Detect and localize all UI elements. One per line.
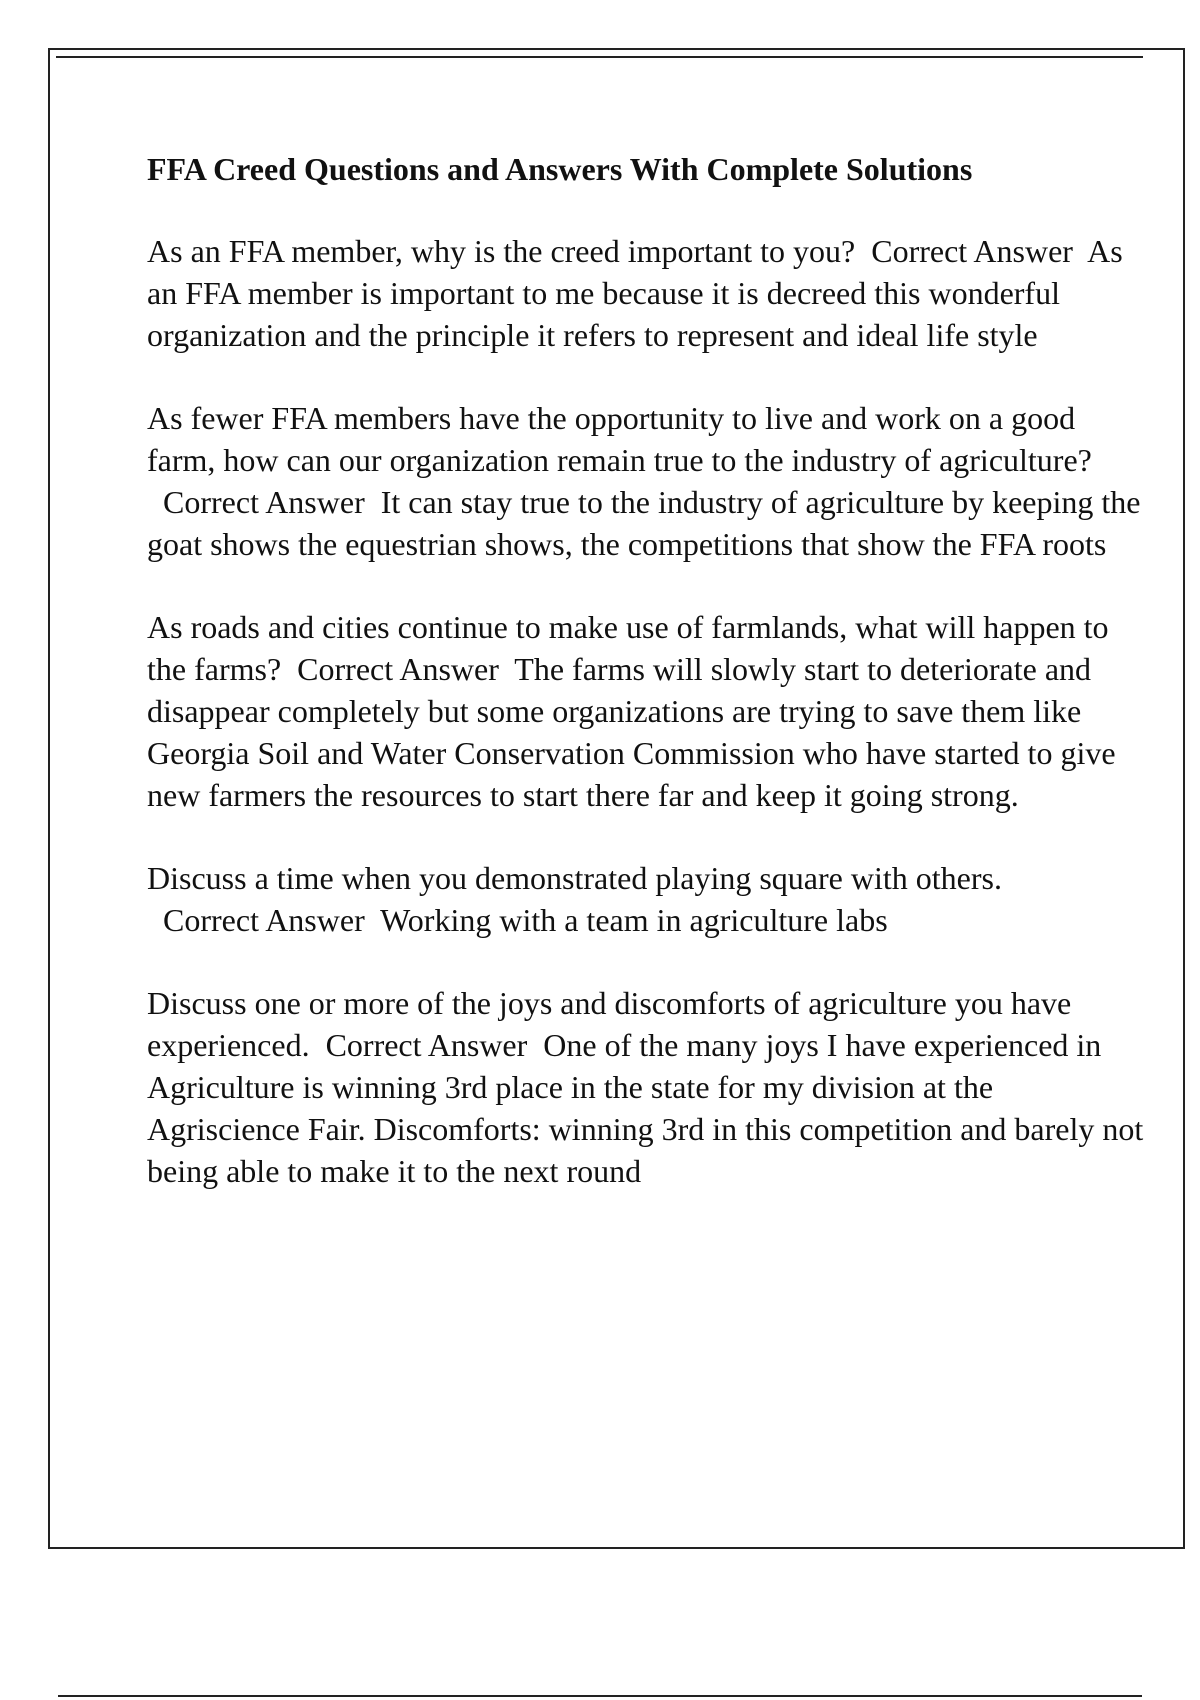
page-frame	[48, 48, 1185, 1549]
top-rule	[56, 56, 1143, 58]
document-title: FFA Creed Questions and Answers With Complete Solutions	[147, 151, 973, 187]
answer-text: Working with a team in agriculture labs	[380, 902, 888, 938]
document-content	[147, 148, 1147, 1233]
correct-answer-label: Correct Answer	[281, 651, 515, 687]
question-text: As roads and cities continue to make use of farmlands, what will happen to the farms?	[147, 609, 1109, 687]
bottom-rule	[58, 1695, 1142, 1697]
qa-item	[147, 982, 1147, 1192]
answer-text: As an FFA member is important to me because it is decreed this wonderful organization and the principle it refers to represent and ideal life style	[147, 233, 1123, 353]
answer-text: It can stay true to the industry of agriculture by keeping the goat shows the equestrian shows, the competitions that show the FFA roots	[147, 484, 1141, 562]
qa-item	[147, 857, 1147, 941]
answer-text: The farms will slowly start to deteriorate and disappear completely but some organizations are trying to save them like Georgia Soil and Water Conservation Commission who have started to give new farmers the resources to start there far and keep it going strong.	[147, 651, 1116, 813]
question-text: Discuss a time when you demonstrated playing square with others.	[147, 860, 1002, 896]
question-text: Discuss one or more of the joys and discomforts of agriculture you have experienced.	[147, 985, 1072, 1063]
correct-answer-label: Correct Answer	[147, 484, 381, 520]
question-text: As an FFA member, why is the creed important to you?	[147, 233, 856, 269]
qa-item	[147, 606, 1147, 816]
correct-answer-label: Correct Answer	[309, 1027, 544, 1063]
correct-answer-label: Correct Answer	[147, 902, 381, 938]
qa-item	[147, 397, 1147, 565]
question-text: As fewer FFA members have the opportunity to live and work on a good farm, how can our organization remain true to the industry of agriculture?	[147, 400, 1092, 478]
qa-item	[147, 230, 1147, 356]
answer-text: One of the many joys I have experienced in Agriculture is winning 3rd place in the state for my division at the Agriscience Fair. Discomforts: winning 3rd in this competition and barely not being able to make it to the next round	[147, 1027, 1144, 1189]
correct-answer-label: Correct Answer	[855, 233, 1088, 269]
